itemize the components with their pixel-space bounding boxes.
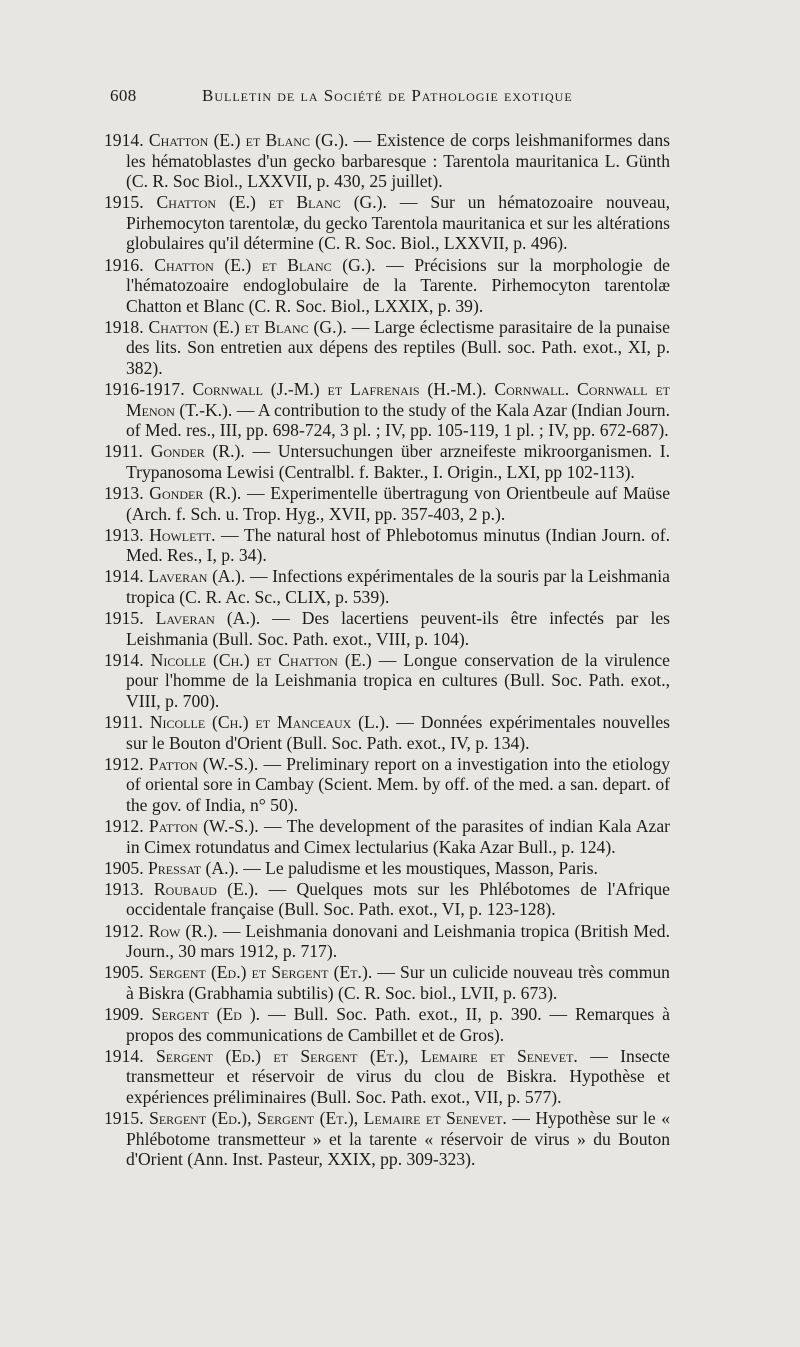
reference-entry (104, 192, 670, 254)
reference-entry (104, 754, 670, 816)
reference-year: 1913. (104, 483, 144, 504)
reference-year: 1909. (104, 1003, 144, 1024)
reference-entry (104, 650, 670, 712)
reference-year: 1914. (104, 566, 144, 587)
reference-entry (104, 921, 670, 962)
reference-authors: Pressat (A.). (148, 857, 239, 878)
reference-year: 1912. (104, 920, 144, 941)
reference-authors: Row (R.). (148, 920, 218, 941)
reference-text: — The development of the parasites of indian Kala Azar in Cimex rotundatus and Cimex lectularius (Kaka Azar Bull., p. 124). (126, 816, 671, 857)
reference-text: — Sur un hématozoaire nouveau, Pirhemocyton tarentolæ, du gecko Tarentola mauritanica et sur les altérations globulaires qu'il détermine (C. R. Soc. Biol., LXXVII, p. 496). (126, 192, 670, 254)
reference-year: 1915. (104, 608, 144, 629)
reference-text: — Experimentelle übertragung von Orientbeule auf Maüse (Arch. f. Sch. u. Trop. Hyg., XVII, pp. 357-403, 2 p.). (126, 483, 671, 524)
reference-authors: Sergent (Ed.) et Sergent (Et.). (148, 962, 373, 983)
reference-entry (104, 879, 670, 920)
reference-text: — Preliminary report on a investigation into the etiology of oriental sore in Cambay (Scient. Mem. by off. of the med. a san. depart. of the gov. of India, n° 50). (126, 753, 670, 815)
reference-entry (104, 962, 670, 1003)
reference-year: 1912. (104, 816, 144, 837)
reference-text: — Leishmania donovani and Leishmania tropica (British Med. Journ., 30 mars 1912, p. 717). (126, 920, 671, 962)
reference-year: 1915. (104, 1107, 144, 1128)
reference-entry (104, 379, 670, 441)
reference-year: 1913. (104, 878, 144, 899)
reference-year: 1905. (104, 962, 144, 983)
reference-year: 1912. (104, 753, 144, 774)
reference-year: 1918. (104, 316, 144, 337)
reference-text: — A contribution to the study of the Kala Azar (Indian Journ. of Med. res., III, pp. 698-724, 3 pl. ; IV, pp. 105-119, 1 pl. ; IV, pp. 672-687). (126, 399, 671, 441)
reference-authors: Howlett. (149, 524, 216, 545)
reference-text: — Données expérimentales nouvelles sur le Bouton d'Orient (Bull. Soc. Path. exot., IV, p. 134). (126, 712, 670, 753)
reference-year: 1914. (104, 130, 144, 150)
reference-entry (104, 712, 670, 753)
reference-entry (104, 608, 670, 649)
page-number: 608 (110, 86, 137, 105)
reference-text: — Précisions sur la morphologie de l'hématozoaire endoglobulaire de la Tarente. Pirhemocyton tarentolæ Chatton et Blanc (C. R. Soc. Biol., LXXIX, p. 39). (126, 254, 670, 316)
reference-authors: Laveran (A.). (148, 566, 246, 587)
reference-authors: Chatton (E.) et Blanc (G.). (154, 254, 376, 275)
reference-year: 1916. (104, 254, 144, 275)
reference-text: — Bull. Soc. Path. exot., II, p. 390. — Remarques à propos des communications de Cambillet et de Gros). (126, 1003, 670, 1045)
reference-authors: Sergent (Ed.), Sergent (Et.), Lemaire et Senevet. (149, 1107, 507, 1128)
reference-entry (104, 858, 670, 879)
reference-text: — The natural host of Phlebotomus minutus (Indian Journ. of. Med. Res., I, p. 34). (126, 524, 670, 566)
reference-year: 1905. (104, 857, 144, 878)
reference-authors: Chatton (E.) et Blanc (G.). (156, 192, 387, 213)
reference-authors: Sergent (Ed ). (151, 1003, 261, 1024)
reference-entry (104, 317, 670, 379)
reference-year: 1914. (104, 1045, 144, 1066)
reference-list (104, 130, 670, 1170)
running-title: Bulletin de la Société de Pathologie exotique (202, 86, 573, 105)
reference-text: — Hypothèse sur le « Phlébotome transmetteur » et la tarente « réservoir de virus » du Bouton d'Orient (Ann. Inst. Pasteur, XXIX, pp. 309-323). (126, 1107, 670, 1170)
reference-entry (104, 1004, 670, 1045)
reference-authors: Chatton (E.) et Blanc (G.). (148, 316, 347, 337)
reference-authors: Chatton (E.) et Blanc (G.). (148, 130, 349, 150)
reference-authors: Gonder (R.). (150, 441, 245, 462)
reference-authors: Sergent (Ed.) et Sergent (Et.), Lemaire et Senevet. (155, 1045, 578, 1066)
reference-authors: Patton (W.-S.). (148, 753, 259, 774)
reference-text: — Existence de corps leishmaniformes dans les hématoblastes d'un gecko barbaresque : Tarentola mauritanica L. Günth (C. R. Soc Biol., LXXVII, p. 430, 25 juillet). (126, 130, 670, 192)
reference-year: 1913. (104, 524, 144, 545)
reference-entry (104, 255, 670, 317)
reference-authors: Nicolle (Ch.) et Chatton (E.) (150, 649, 372, 670)
reference-entry (104, 816, 670, 857)
reference-year: 1916-1917. (104, 379, 185, 400)
reference-text: — Sur un culicide nouveau très commun à Biskra (Grabhamia subtilis) (C. R. Soc. biol., LVII, p. 673). (126, 962, 670, 1003)
reference-text: — Large éclectisme parasitaire de la punaise des lits. Son entretien aux dépens des reptiles (Bull. soc. Path. exot., XI, p. 382). (126, 316, 670, 379)
reference-authors: Nicolle (Ch.) et Manceaux (L.). (149, 712, 390, 733)
reference-entry (104, 525, 670, 566)
reference-entry (104, 130, 670, 192)
reference-year: 1911. (104, 712, 143, 733)
reference-text: — Insecte transmetteur et réservoir de virus du clou de Biskra. Hypothèse et expériences préliminaires (Bull. Soc. Path. exot., VII, p. 577). (126, 1045, 670, 1107)
reference-authors: Cornwall (J.-M.) et Lafrenais (H.-M.). Cornwall. Cornwall et Menon (T.-K.). (126, 379, 670, 420)
reference-entry (104, 441, 670, 482)
reference-year: 1915. (104, 192, 144, 213)
reference-text: — Quelques mots sur les Phlébotomes de l'Afrique occidentale française (Bull. Soc. Path. exot., VI, p. 123-128). (126, 878, 670, 920)
reference-entry (104, 483, 670, 524)
reference-authors: Roubaud (E.). (153, 878, 259, 899)
reference-text: — Untersuchungen über arzneifeste mikroorganismen. I. Trypanosoma Lewisi (Centralbl. f. Bakter., I. Origin., LXI, pp 102-113). (126, 441, 670, 482)
reference-year: 1914. (104, 649, 144, 670)
reference-authors: Laveran (A.). (155, 608, 261, 629)
reference-text: — Longue conservation de la virulence pour l'homme de la Leishmania tropica en cultures (Bull. Soc. Path. exot., VIII, p. 700). (126, 649, 670, 712)
reference-text: — Des lacertiens peuvent-ils être infectés par les Leishmania (Bull. Soc. Path. exot., VIII, p. 104). (126, 608, 670, 649)
reference-authors: Gonder (R.). (149, 483, 242, 504)
reference-entry (104, 1046, 670, 1108)
reference-authors: Patton (W.-S.). (148, 816, 259, 837)
reference-text: — Infections expérimentales de la souris par la Leishmania tropica (C. R. Ac. Sc., CLIX, p. 539). (126, 566, 670, 608)
reference-year: 1911. (104, 441, 143, 462)
reference-text: — Le paludisme et les moustiques, Masson, Paris. (243, 857, 598, 878)
reference-entry (104, 566, 670, 607)
reference-entry (104, 1108, 670, 1170)
